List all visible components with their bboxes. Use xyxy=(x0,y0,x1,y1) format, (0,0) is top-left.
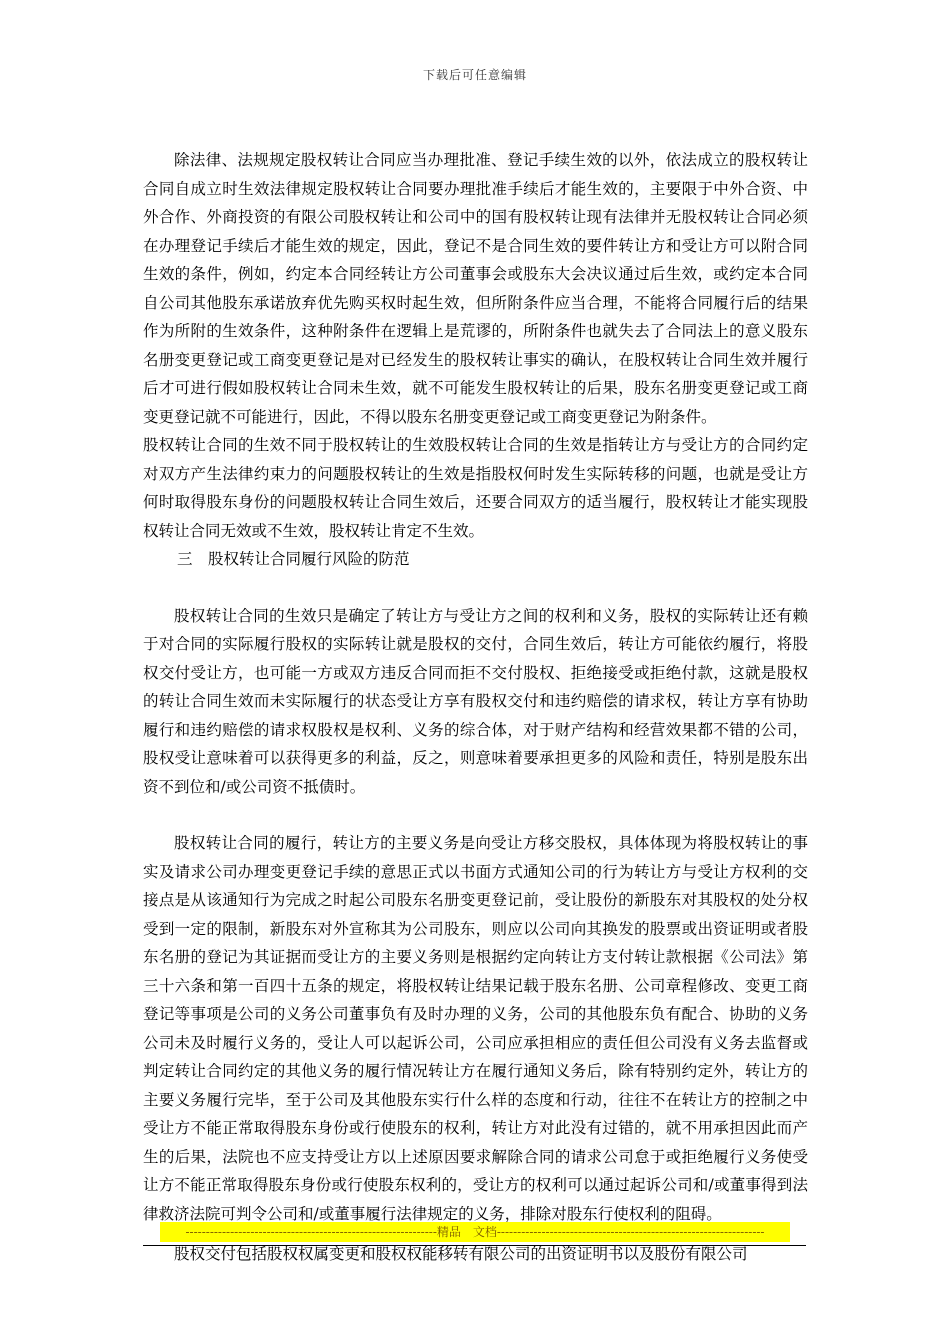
paragraph-performance-obligations: 股权转让合同的履行，转让方的主要义务是向受让方移交股权，具体体现为将股权转让的事实及请求公司办理变更登记手续的意思正式以书面方式通知公司的行为转让方与受让方权利的交接点是从该通知行为完成之时起公司股东名册变更登记前，受让股份的新股东对其股权的处分权受到一定的限制，新股东对外宣称其为公司股东，则应以公司向其换发的股票或出资证明或者股东名册的登记为其证据而受让方的主要义务则是根据约定向转让方支付转让款根据《公司法》第三十六条和第一百四十五条的规定，将股权转让结果记载于股东名册、公司章程修改、变更工商登记等事项是公司的义务公司董事负有及时办理的义务，公司的其他股东负有配合、协助的义务公司未及时履行义务的，受让人可以起诉公司，公司应承担相应的责任但公司没有义务去监督或判定转让合同约定的其他义务的履行情况转让方在履行通知义务后，除有特别约定外，转让方的主要义务履行完毕，至于公司及其他股东实行什么样的态度和行动，往往不在转让方的控制之中受让方不能正常取得股东身份或行使股东的权利，转让方对此没有过错的，就不用承担因此而产生的后果，法院也不应支持受让方以上述原因要求解除合同的请求公司怠于或拒绝履行义务使受让方不能正常取得股东身份或行使股东权利的，受让方的权利可以通过起诉公司和/或董事得到法律救济法院可判令公司和/或董事履行法律规定的义务，排除对股东行使权利的阻碍。 xyxy=(143,834,808,1223)
footer-banner: --------------------------------------------------------------精品 文档------------------------------------------------------------------ xyxy=(160,1222,790,1242)
paragraph-contract-vs-transfer: 股权转让合同的生效不同于股权转让的生效股权转让合同的生效是指转让方与受让方的合同约定对双方产生法律约束力的问题股权转让的生效是指股权何时发生实际转移的问题，也就是受让方何时取得股东身份的问题股权转让合同生效后，还要合同双方的适当履行，股权转让才能实现股权转让合同无效或不生效，股权转让肯定不生效。 xyxy=(143,436,808,540)
paragraph-effectiveness-conditions: 除法律、法规规定股权转让合同应当办理批准、登记手续生效的以外，依法成立的股权转让合同自成立时生效法律规定股权转让合同要办理批准手续后才能生效的，主要限于中外合资、中外合作、外商投资的有限公司股权转让和公司中的国有股权转让现有法律并无股权转让合同必须在办理登记手续后才能生效的规定，因此，登记不是合同生效的要件转让方和受让方可以附合同生效的条件，例如，约定本合同经转让方公司董事会或股东大会决议通过后生效，或约定本合同自公司其他股东承诺放弃优先购买权时起生效，但所附条件应当合理，不能将合同履行后的结果作为所附的生效条件，这种附条件在逻辑上是荒谬的，所附条件也就失去了合同法上的意义股东名册变更登记或工商变更登记是对已经发生的股权转让事实的确认，在股权转让合同生效并履行后才可进行假如股权转让合同未生效，就不可能发生股权转让的后果，股东名册变更登记或工商变更登记就不可能进行，因此，不得以股东名册变更登记或工商变更登记为附条件。 xyxy=(143,151,808,426)
page-header: 下载后可任意编辑 xyxy=(422,68,527,82)
section-heading: 三 股权转让合同履行风险的防范 xyxy=(177,550,410,568)
footer-divider xyxy=(143,1245,806,1246)
document-body xyxy=(143,146,808,1269)
paragraph-equity-delivery: 股权交付包括股权权属变更和股权权能移转有限公司的出资证明书以及股份有限公司 xyxy=(174,1245,748,1263)
paragraph-actual-transfer: 股权转让合同的生效只是确定了转让方与受让方之间的权利和义务，股权的实际转让还有赖于对合同的实际履行股权的实际转让就是股权的交付，合同生效后，转让方可能依约履行，将股权交付受让方，也可能一方或双方违反合同而拒不交付股权、拒绝接受或拒绝付款，这就是股权的转让合同生效而未实际履行的状态受让方享有股权交付和违约赔偿的请求权，转让方享有协助履行和违约赔偿的请求权股权是权利、义务的综合体，对于财产结构和经营效果都不错的公司，股权受让意味着可以获得更多的利益，反之，则意味着要承担更多的风险和责任，特别是股东出资不到位和/或公司资不抵债时。 xyxy=(143,606,808,796)
